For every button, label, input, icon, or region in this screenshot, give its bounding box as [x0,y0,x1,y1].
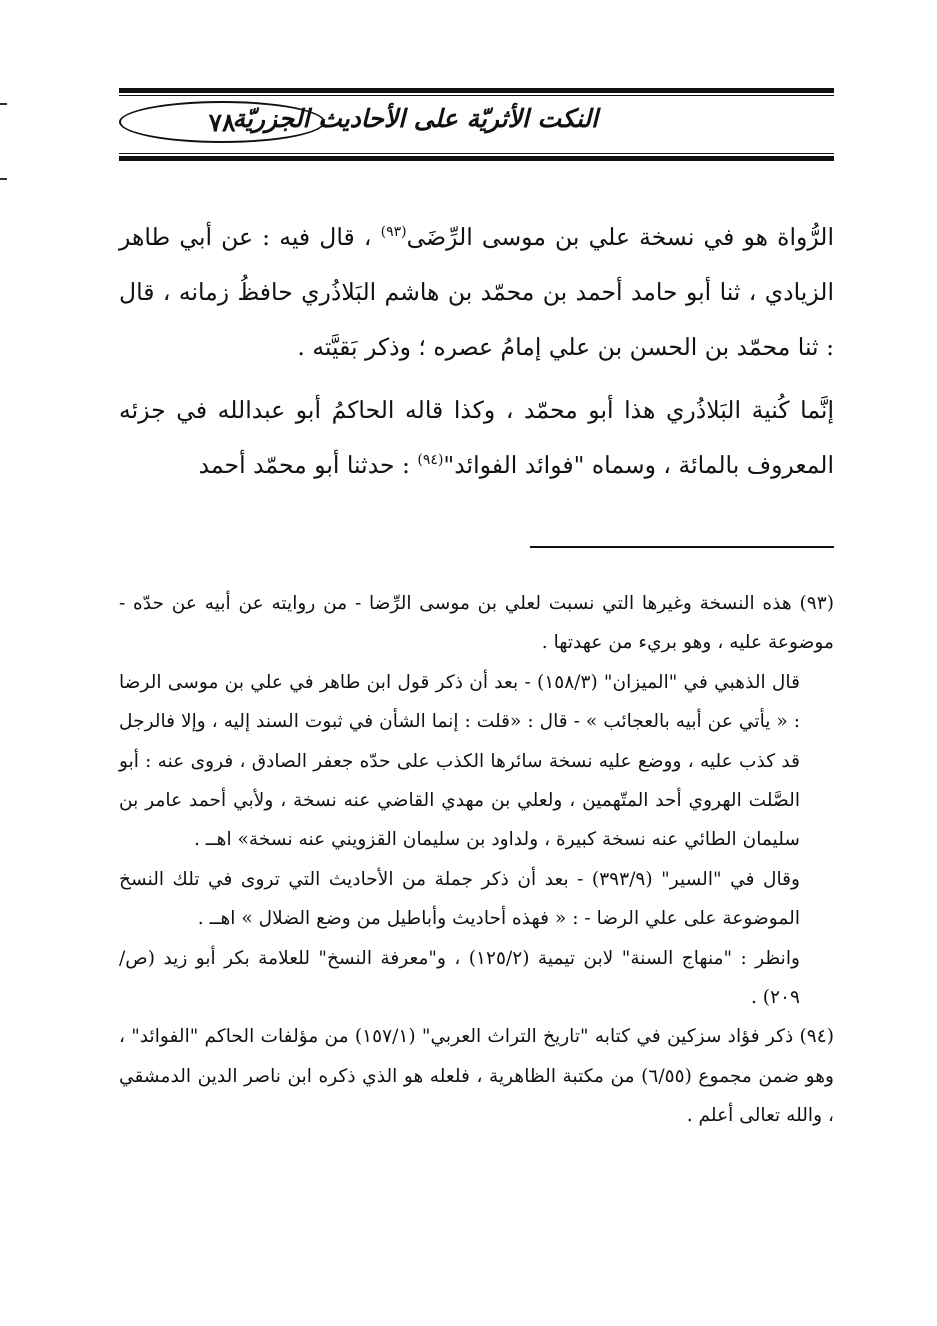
text-run: : حدثنا أبو محمّد أحمد [198,451,418,479]
footnote-93 [119,584,834,663]
footnote-94 [119,1017,834,1135]
footnote-number: (٩٤) [799,1026,834,1048]
scan-edge-mark [0,178,7,180]
scan-edge-mark [0,103,7,105]
footnote-ref: (٩٤) [417,452,444,469]
text-run: الرُّواة هو في نسخة علي بن موسى الرِّضَى [406,223,834,251]
main-text [119,210,834,493]
footnote-ref: (٩٣) [380,224,407,241]
text-run: إنَّما كُنية البَلاذُري هذا أبو محمّد ، وكذا قاله الحاكمُ أبو عبدالله في جزئه المعروف بالمائة ، وسماه "فوائد الفوائد" [119,396,834,479]
header-bottom-rule-thin [119,153,834,154]
footnote-number: (٩٣) [799,593,834,614]
footnotes [119,584,834,1136]
header-top-rule [119,88,834,93]
page-number [119,101,325,143]
footnote-separator [530,546,834,548]
paragraph [119,210,834,375]
footnote-text: ذكر فؤاد سزكين في كتابه "تاريخ التراث العربي" (١٥٧/١) من مؤلفات الحاكم "الفوائد" ، وهو ضمن مجموع (٦/٥٥) من مكتبة الظاهرية ، فلعله هو الذي ذكره ابن ناصر الدين الدمشقي ، والله تعالى أعلم . [119,1026,835,1127]
page-header [119,98,834,150]
page-number-label: ٧٨ [208,107,236,137]
footnote-text: هذه النسخة وغيرها التي نسبت لعلي بن موسى الرِّضا - من روايته عن أبيه عن حدّه - موضوعة عليه ، وهو بريء من عهدتها . [119,593,834,654]
footnote-93-paragraph: وانظر : "منهاج السنة" لابن تيمية (١٢٥/٢) ، و"معرفة النسخ" للعلامة بكر أبو زيد (ص/٢٠٩) . [119,947,800,1009]
page-title: النكت الأثريّة على الأحاديث الجزريّة [232,104,598,133]
footnote-93-paragraph: قال الذهبي في "الميزان" (١٥٨/٣) - بعد أن ذكر قول ابن طاهر في علي بن موسى الرضا : « يأتي عن أبيه بالعجائب » - قال : «قلت : إنما الشأن في ثبوت السند إليه ، وإلا فالرجل قد كذب عليه ، ووضع عليه نسخة سائرها الكذب على حدّه جعفر الصادق ، فروى عنه : أبو الصَّلت الهروي أحد المتّهمين ، ولعلي بن مهدي القاضي عنه نسخة ، ولأبي أحمد عامر بن سليمان الطائي عنه نسخة كبيرة ، ولداود بن سليمان القزويني عنه نسخة» اهــ . [119,671,800,851]
text-run: ، قال فيه : عن أبي طاهر الزيادي ، ثنا أبو حامد أحمد بن محمّد بن هاشم البَلاذُري حافظُ زمانه ، قال : ثنا محمّد بن الحسن بن علي إمامُ عصره ؛ وذكر بَقيَّته . [119,223,834,361]
header-bottom-rule [119,156,834,161]
paragraph [119,383,834,493]
footnote-93-paragraph: وقال في "السير" (٣٩٣/٩) - بعد أن ذكر جملة من الأحاديث التي تروى في تلك النسخ الموضوعة على علي الرضا - : « فهذه أحاديث وأباطيل من وضع الضلال » اهــ . [119,868,801,930]
header-top-rule-thin [119,95,834,96]
